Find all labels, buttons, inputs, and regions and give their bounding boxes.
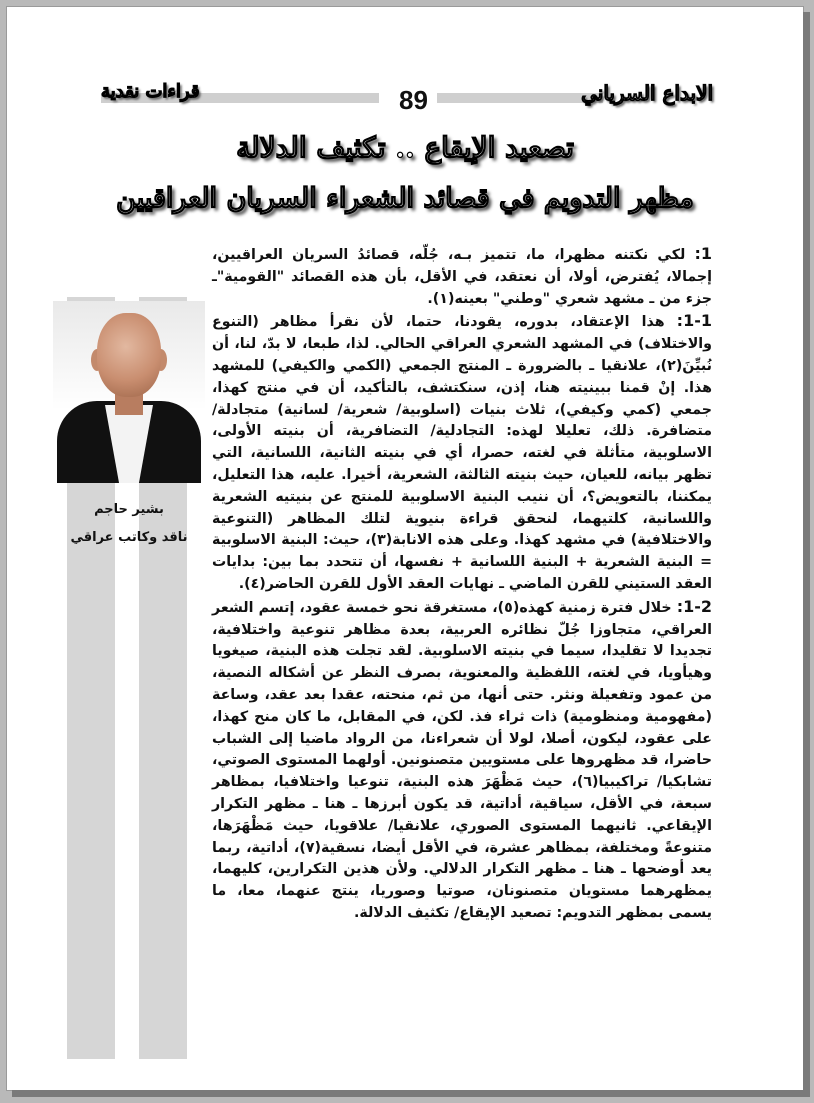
article-title: تصعيد الإيقاع .. تكثيف الدلالة (236, 131, 574, 164)
magazine-title: الابداع السرياني (581, 81, 713, 105)
author-role: ناقد وكاتب عراقي (70, 530, 188, 545)
author-photo (53, 301, 205, 483)
page-number: 89 (399, 85, 428, 115)
article-subtitle: مظهر التدويم في قصائد الشعراء السريان العراقيين (116, 183, 694, 214)
author-name: بشير حاجم (94, 502, 164, 517)
photo-head (97, 313, 161, 397)
page-shadow-bottom (12, 1090, 810, 1097)
paragraph-3 (212, 596, 712, 925)
paragraph-text: هذا الإعتقاد، بدوره، يقودنا، حتما، لأن نقرأ مظاهر (التنوع والاختلاف) في المشهد الشعري العراقي الحالي. لذا، طبعا، لا بدّ، لنا، أن نُبيِّنَ(٢)، علانقيا ـ بالضرورة ـ المنتج الجمعي (الكمي والكيفي) للمشهد هذا. إنْ قمنا ببينيته هنا، إذن، سنكتشف، بالتأكيد، أن في منتج كهذا، جمعي (كمي وكيفي)، ثلاث بنيات (اسلوبية/ شعرية/ لسانية) متجادلة/ متضافرة. ذلك، تعليلا لهذه: التجادلية/ التضافرية، أن بنيته الأولى، الاسلوبية، متأثلة في لغته، حصرا، أي في بنيته الثانية، اللسانية، التي تظهر بيانه، للعيان، حيث بنيته الثالثة، الشعرية، أخيرا. عليه، هذا التعليل، يمكننا، بالتعويض؟، أن ننيب البنية الاسلوبية للمنتج عن بنيتيه الشعرية واللسانية، كلتيهما، لنحقق قراءة بنيوية لتلك المظاهر (التنوعية والاختلافية) في مشهد كهذا. وعلى هذه الانابة(٣)، حيث: البنية الاسلوبية = البنية الشعرية + البنية اللسانية + نفسها، أن تتحدد بما بين: بدايات العقد الستيني للقرن الماضي ـ نهايات العقد الأول للقرن الحاضر(٤). (212, 314, 713, 592)
magazine-page (6, 6, 804, 1091)
paragraph-number: 1-1: (676, 311, 712, 331)
header-rule-right (437, 93, 603, 103)
paragraph-number: 1-2: (676, 596, 712, 616)
page-shadow-right (803, 12, 810, 1094)
paragraph-2 (212, 310, 712, 595)
paragraph-text: لكي نكتنه مظهرا، ما، تتميز بـه، جُلّه، قصائدُ السريان العراقيين، إجمالا، يُفترض، أولا، أن نعتقد، في الأقل، بأن هذه القصائد "القومية"ـ جزء من ـ مشهد شعري "وطني" بعينه(١). (212, 247, 712, 307)
paragraph-number: 1: (694, 244, 712, 263)
paragraph-text: خلال فترة زمنية كهذه(٥)، مستغرقة نحو خمسة عقود، إتسم الشعر العراقي، متجاوزا جُلّ نظائره العربية، بعدة مظاهر تنوعية واختلافية، تجديدا لا تقليدا، سيما في بنيته الاسلوبية. لقد تجلت هذه البنية، صيغويا وهيأويا، في لغته، اللفظية والمعنوية، بصرف النظر عن أشكاله النصية، من عمود وتفعيلة ونثر. حتى أنها، من ثم، منحته، عقدا بعد عقد، وساعة (مفهومية ومنظومية) ذات ثراء فذ. لكن، في المقابل، ما كان منح كهذا، على عقود، ليكون، أصلا، لولا أن شعراءنا، من الرواد ماضيا إلى الشباب حاضرا، قد مظهروها على مستويين متصنونين. أولهما المستوى الصوتي، تشابكيا/ تراكيبيا(٦)، حيث مَظْهَرَ هذه البنية، تنوعيا واختلافيا، بمظاهر سبعة، في الأقل، سياقية، أداتية، قد يكون أبرزها ـ هنا ـ مظهر التكرار الإيقاعي. ثانيهما المستوى الصوري، علانقيا/ علاقويا، حيث مَظْهَرَها، متنوعةً ومختلفة، بمظاهر عشرة، في الأقل أيضا، نسقية(٧)، أداتية، ربما يعد أوضحها ـ هنا ـ مظهر التكرار الدلالي. ولأن هذين التكرارين، كليهما، يمظهرهما مستويان متصنونان، صوتيا وصوريا، ينتج عنهما، معا، ما يسمى بمظهر التدويم: تصعيد الإيقاع/ تكثيف الدلالة. (212, 599, 712, 921)
article-body (212, 243, 712, 925)
paragraph-1 (212, 243, 712, 310)
section-title: قراءات نقدية (101, 81, 200, 102)
